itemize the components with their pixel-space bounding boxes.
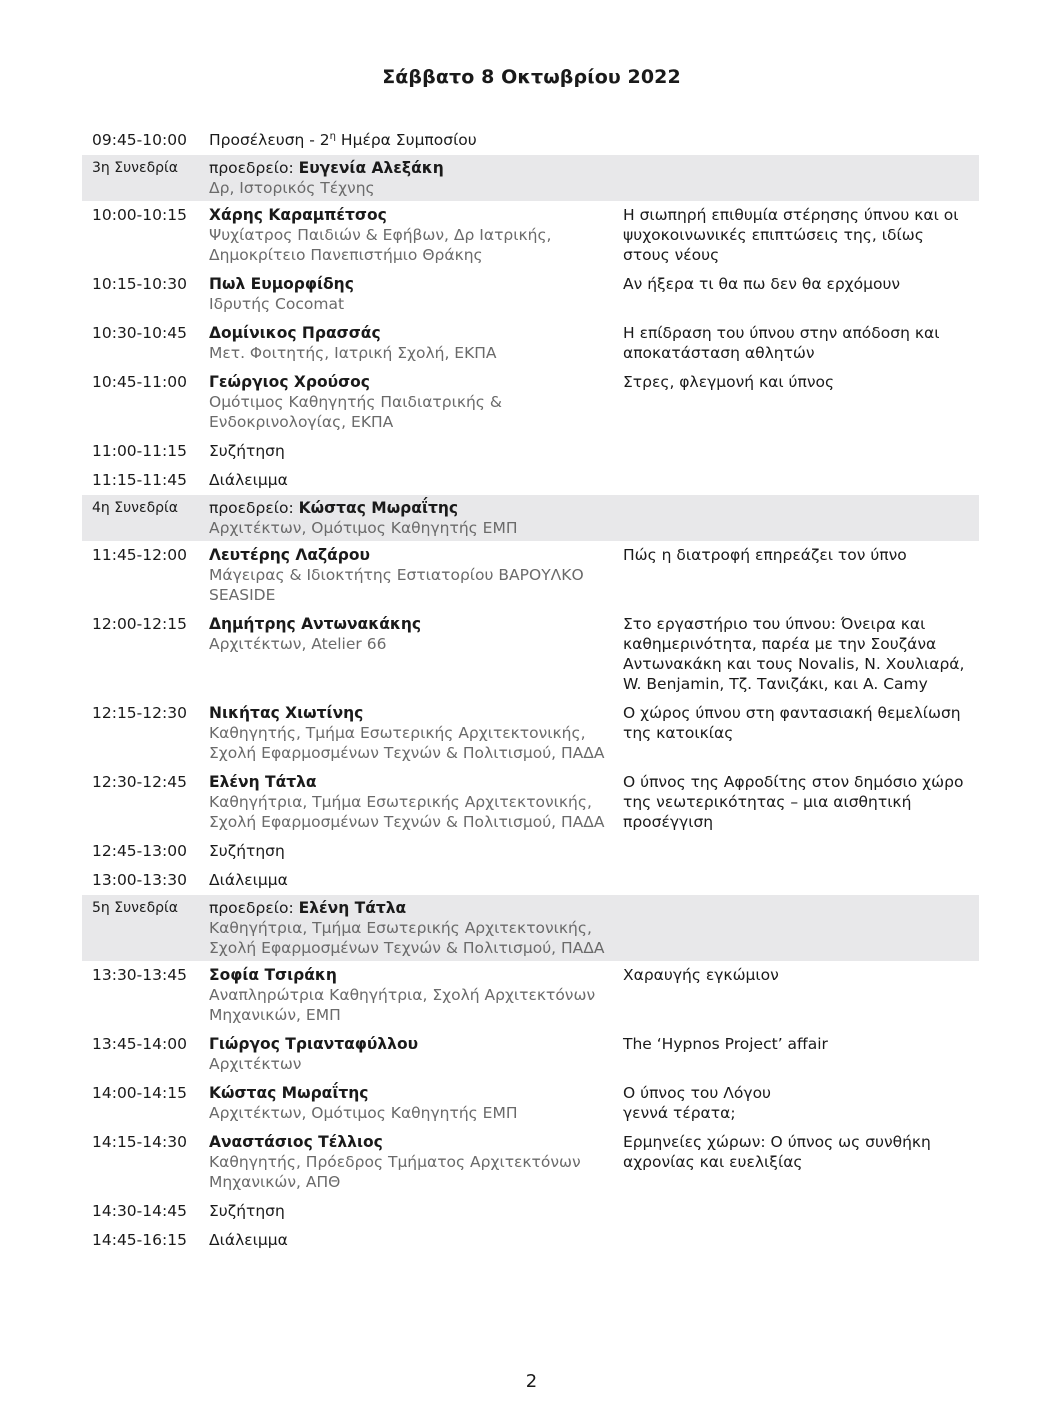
time-slot: 14:15-14:30 [92,1133,187,1151]
talk-row [82,201,979,270]
time-slot: 12:45-13:00 [92,842,187,860]
break-row [82,837,979,866]
talk-topic: Ερμηνείες χώρων: Ο ύπνος ως συνθήκη αχρονίας και ευελιξίας [623,1133,931,1171]
break-text: Διάλειμμα [209,471,288,489]
session-row-5 [82,895,979,961]
time-slot: 14:30-14:45 [92,1202,187,1220]
arrival-text: Προσέλευση - $2^\eta$ Ημέρα Συμποσίου [209,130,477,149]
talk-topic: Στρες, φλεγμονή και ύπνος [623,373,835,391]
break-row [82,1226,979,1255]
talk-topic: Η επίδραση του ύπνου στην απόδοση και αποκατάσταση αθλητών [623,324,940,362]
talk-topic: Χαραυγής εγκώμιον [623,966,779,984]
time-slot: 11:00-11:15 [92,442,187,460]
page-title: Σάββατο 8 Οκτωβρίου 2022 [382,66,681,88]
talk-row [82,768,979,837]
speaker: Γιώργος Τριανταφύλλου Αρχιτέκτων [209,1035,419,1073]
break-text: Συζήτηση [209,1202,285,1220]
break-row [82,1197,979,1226]
session-label: 4η Συνεδρία [92,500,178,516]
session-chair: προεδρείο: Ευγενία Αλεξάκη Δρ, Ιστορικός Τέχνης [209,159,444,197]
time-slot: 13:00-13:30 [92,871,187,889]
speaker: Πωλ Ευμορφίδης Ιδρυτής Cocomat [209,275,354,313]
speaker: Κώστας Μωραΐτης Αρχιτέκτων, Ομότιμος Καθηγητής ΕΜΠ [209,1084,518,1122]
break-text: Διάλειμμα [209,1231,288,1249]
time-slot: 13:45-14:00 [92,1035,187,1053]
speaker: Χάρης Καραμπέτσος Ψυχίατρος Παιδιών & Εφήβων, Δρ Ιατρικής, Δημοκρίτειο Πανεπιστήμιο Θράκης [209,206,552,264]
speaker: Δημήτρης Αντωνακάκης Αρχιτέκτων, Atelier 66 [209,615,422,653]
time-slot: 14:00-14:15 [92,1084,187,1102]
break-text: Συζήτηση [209,442,285,460]
talk-topic: Αν ήξερα τι θα πω δεν θα ερχόμουν [623,275,901,293]
time-slot: 11:45-12:00 [92,546,187,564]
break-text: Συζήτηση [209,842,285,860]
talk-topic: The ‘Hypnos Project’ affair [623,1035,828,1053]
talk-topic: Ο ύπνος του Λόγου γεννά τέρατα; [623,1084,772,1122]
talk-row [82,541,979,610]
time-slot: 12:15-12:30 [92,704,187,722]
talk-row [82,1128,979,1197]
speaker: Σοφία Τσιράκη Αναπληρώτρια Καθηγήτρια, Σχολή Αρχιτεκτόνων Μηχανικών, ΕΜΠ [209,966,596,1024]
talk-row [82,699,979,768]
talk-row [82,1030,979,1079]
session-label: 5η Συνεδρία [92,900,178,916]
break-row [82,437,979,466]
talk-row [82,1079,979,1128]
time-slot: 12:30-12:45 [92,773,187,791]
schedule-table [82,126,979,1255]
talk-row [82,610,979,699]
speaker: Ελένη Τάτλα Καθηγήτρια, Τμήμα Εσωτερικής Αρχιτεκτονικής, Σχολή Εφαρμοσμένων Τεχνών & Πολιτισμού, ΠΑΔΑ [209,773,605,831]
talk-topic: Ο ύπνος της Αφροδίτης στον δημόσιο χώρο της νεωτερικότητας – μια αισθητική προσέγγιση [623,773,964,831]
page-number: 2 [525,1371,538,1392]
talk-topic: Στο εργαστήριο του ύπνου: Όνειρα και καθημερινότητα, παρέα με την Σουζάνα Αντωνακάκη και τους Novalis, N. Χουλιαρά, W. Benjamin, Τζ. Τανιζάκι, και A. Camy [623,615,965,693]
session-row-4 [82,495,979,541]
time-slot: 10:45-11:00 [92,373,187,391]
time-slot: 10:30-10:45 [92,324,187,342]
speaker: Αναστάσιος Τέλλιος Καθηγητής, Πρόεδρος Τμήματος Αρχιτεκτόνων Μηχανικών, ΑΠΘ [209,1133,581,1191]
talk-row [82,270,979,319]
time-slot: 10:15-10:30 [92,275,187,293]
schedule-row-arrival [82,126,979,155]
speaker: Νικήτας Χιωτίνης Καθηγητής, Τμήμα Εσωτερικής Αρχιτεκτονικής, Σχολή Εφαρμοσμένων Τεχνών & Πολιτισμού, ΠΑΔΑ [209,704,605,762]
break-row [82,466,979,495]
break-text: Διάλειμμα [209,871,288,889]
speaker: Δομίνικος Πρασσάς Μετ. Φοιτητής, Ιατρική Σχολή, ΕΚΠΑ [209,324,497,362]
session-chair: προεδρείο: Κώστας Μωραΐτης Αρχιτέκτων, Ομότιμος Καθηγητής ΕΜΠ [209,499,518,537]
break-row [82,866,979,895]
time-slot: 11:15-11:45 [92,471,187,489]
session-label: 3η Συνεδρία [92,160,178,176]
time-slot: 14:45-16:15 [92,1231,187,1249]
session-row-3 [82,155,979,201]
talk-topic: Πώς η διατροφή επηρεάζει τον ύπνο [623,546,907,564]
talk-row [82,368,979,437]
speaker: Γεώργιος Χρούσος Ομότιμος Καθηγητής Παιδιατρικής & Ενδοκρινολογίας, ΕΚΠΑ [209,373,502,431]
talk-topic: Ο χώρος ύπνου στη φαντασιακή θεμελίωση της κατοικίας [623,704,961,742]
talk-row [82,319,979,368]
talk-topic: Η σιωπηρή επιθυμία στέρησης ύπνου και οι ψυχοκοινωνικές επιπτώσεις της, ιδίως στους νέους [623,206,959,264]
talk-row [82,961,979,1030]
time-slot: 13:30-13:45 [92,966,187,984]
time-slot: 12:00-12:15 [92,615,187,633]
speaker: Λευτέρης Λαζάρου Μάγειρας & Ιδιοκτήτης Εστιατορίου ΒΑΡΟΥΛΚΟ SEASIDE [209,546,584,604]
time-slot: 10:00-10:15 [92,206,187,224]
time-slot: 09:45-10:00 [92,131,187,149]
session-chair: προεδρείο: Ελένη Τάτλα Καθηγήτρια, Τμήμα Εσωτερικής Αρχιτεκτονικής, Σχολή Εφαρμοσμένων Τεχνών & Πολιτισμού, ΠΑΔΑ [209,899,605,957]
